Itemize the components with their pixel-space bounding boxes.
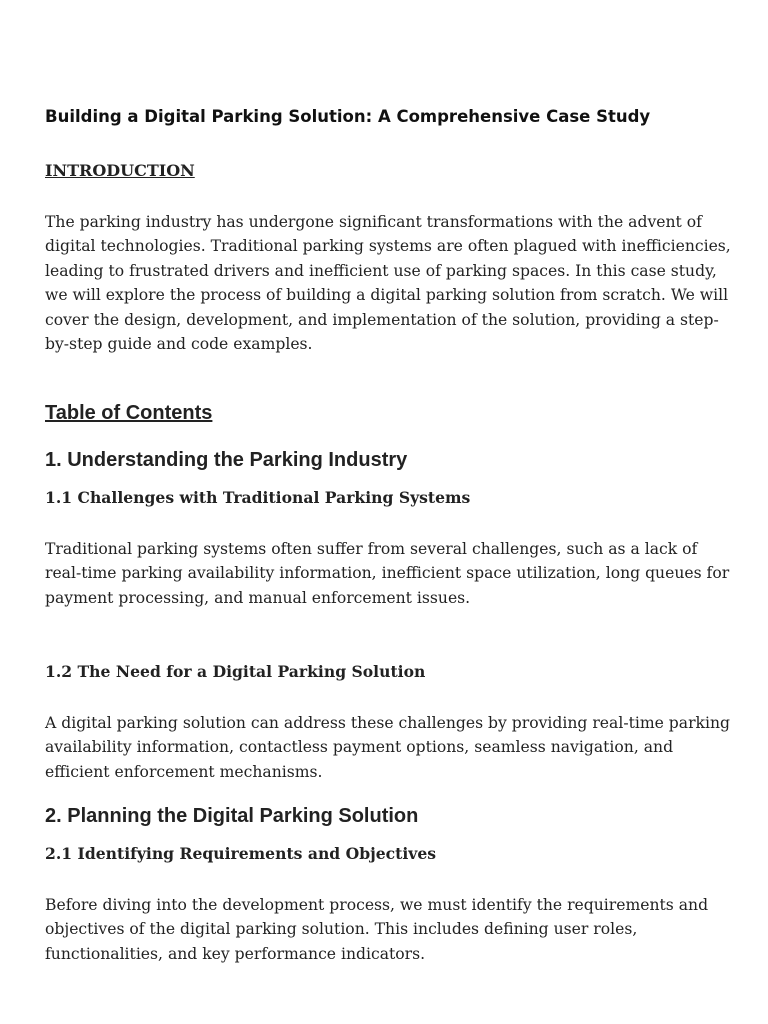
section-2-heading: 2. Planning the Digital Parking Solution xyxy=(45,805,419,827)
introduction-paragraph: The parking industry has undergone significant transformations with the advent of digital technologies. Traditional parking systems are often plagued with inefficiencies, leading to frustrated drivers and inefficient use of parking spaces. In this case study, we will explore the process of building a digital parking solution from scratch. We will cover the design, development, and implementation of the solution, providing a step-by-step guide and code examples. xyxy=(45,213,731,354)
section-1-2-heading: 1.2 The Need for a Digital Parking Solution xyxy=(45,662,426,681)
table-of-contents-heading: Table of Contents xyxy=(45,402,213,424)
section-1-1-paragraph: Traditional parking systems often suffer from several challenges, such as a lack of real-time parking availability information, inefficient space utilization, long queues for payment processing, and manual enforcement issues. xyxy=(45,540,730,607)
section-2-1-heading: 2.1 Identifying Requirements and Objectives xyxy=(45,844,437,863)
document-title: Building a Digital Parking Solution: A Comprehensive Case Study xyxy=(45,107,651,126)
section-1-heading: 1. Understanding the Parking Industry xyxy=(45,449,408,471)
section-1-2-paragraph: A digital parking solution can address these challenges by providing real-time parking availability information, contactless payment options, seamless navigation, and efficient enforcement mechanisms. xyxy=(45,714,731,781)
section-1-1-heading: 1.1 Challenges with Traditional Parking Systems xyxy=(45,488,471,507)
introduction-heading: INTRODUCTION xyxy=(45,161,195,180)
section-2-1-paragraph: Before diving into the development process, we must identify the requirements and objectives of the digital parking solution. This includes defining user roles, functionalities, and key performance indicators. xyxy=(45,896,709,963)
